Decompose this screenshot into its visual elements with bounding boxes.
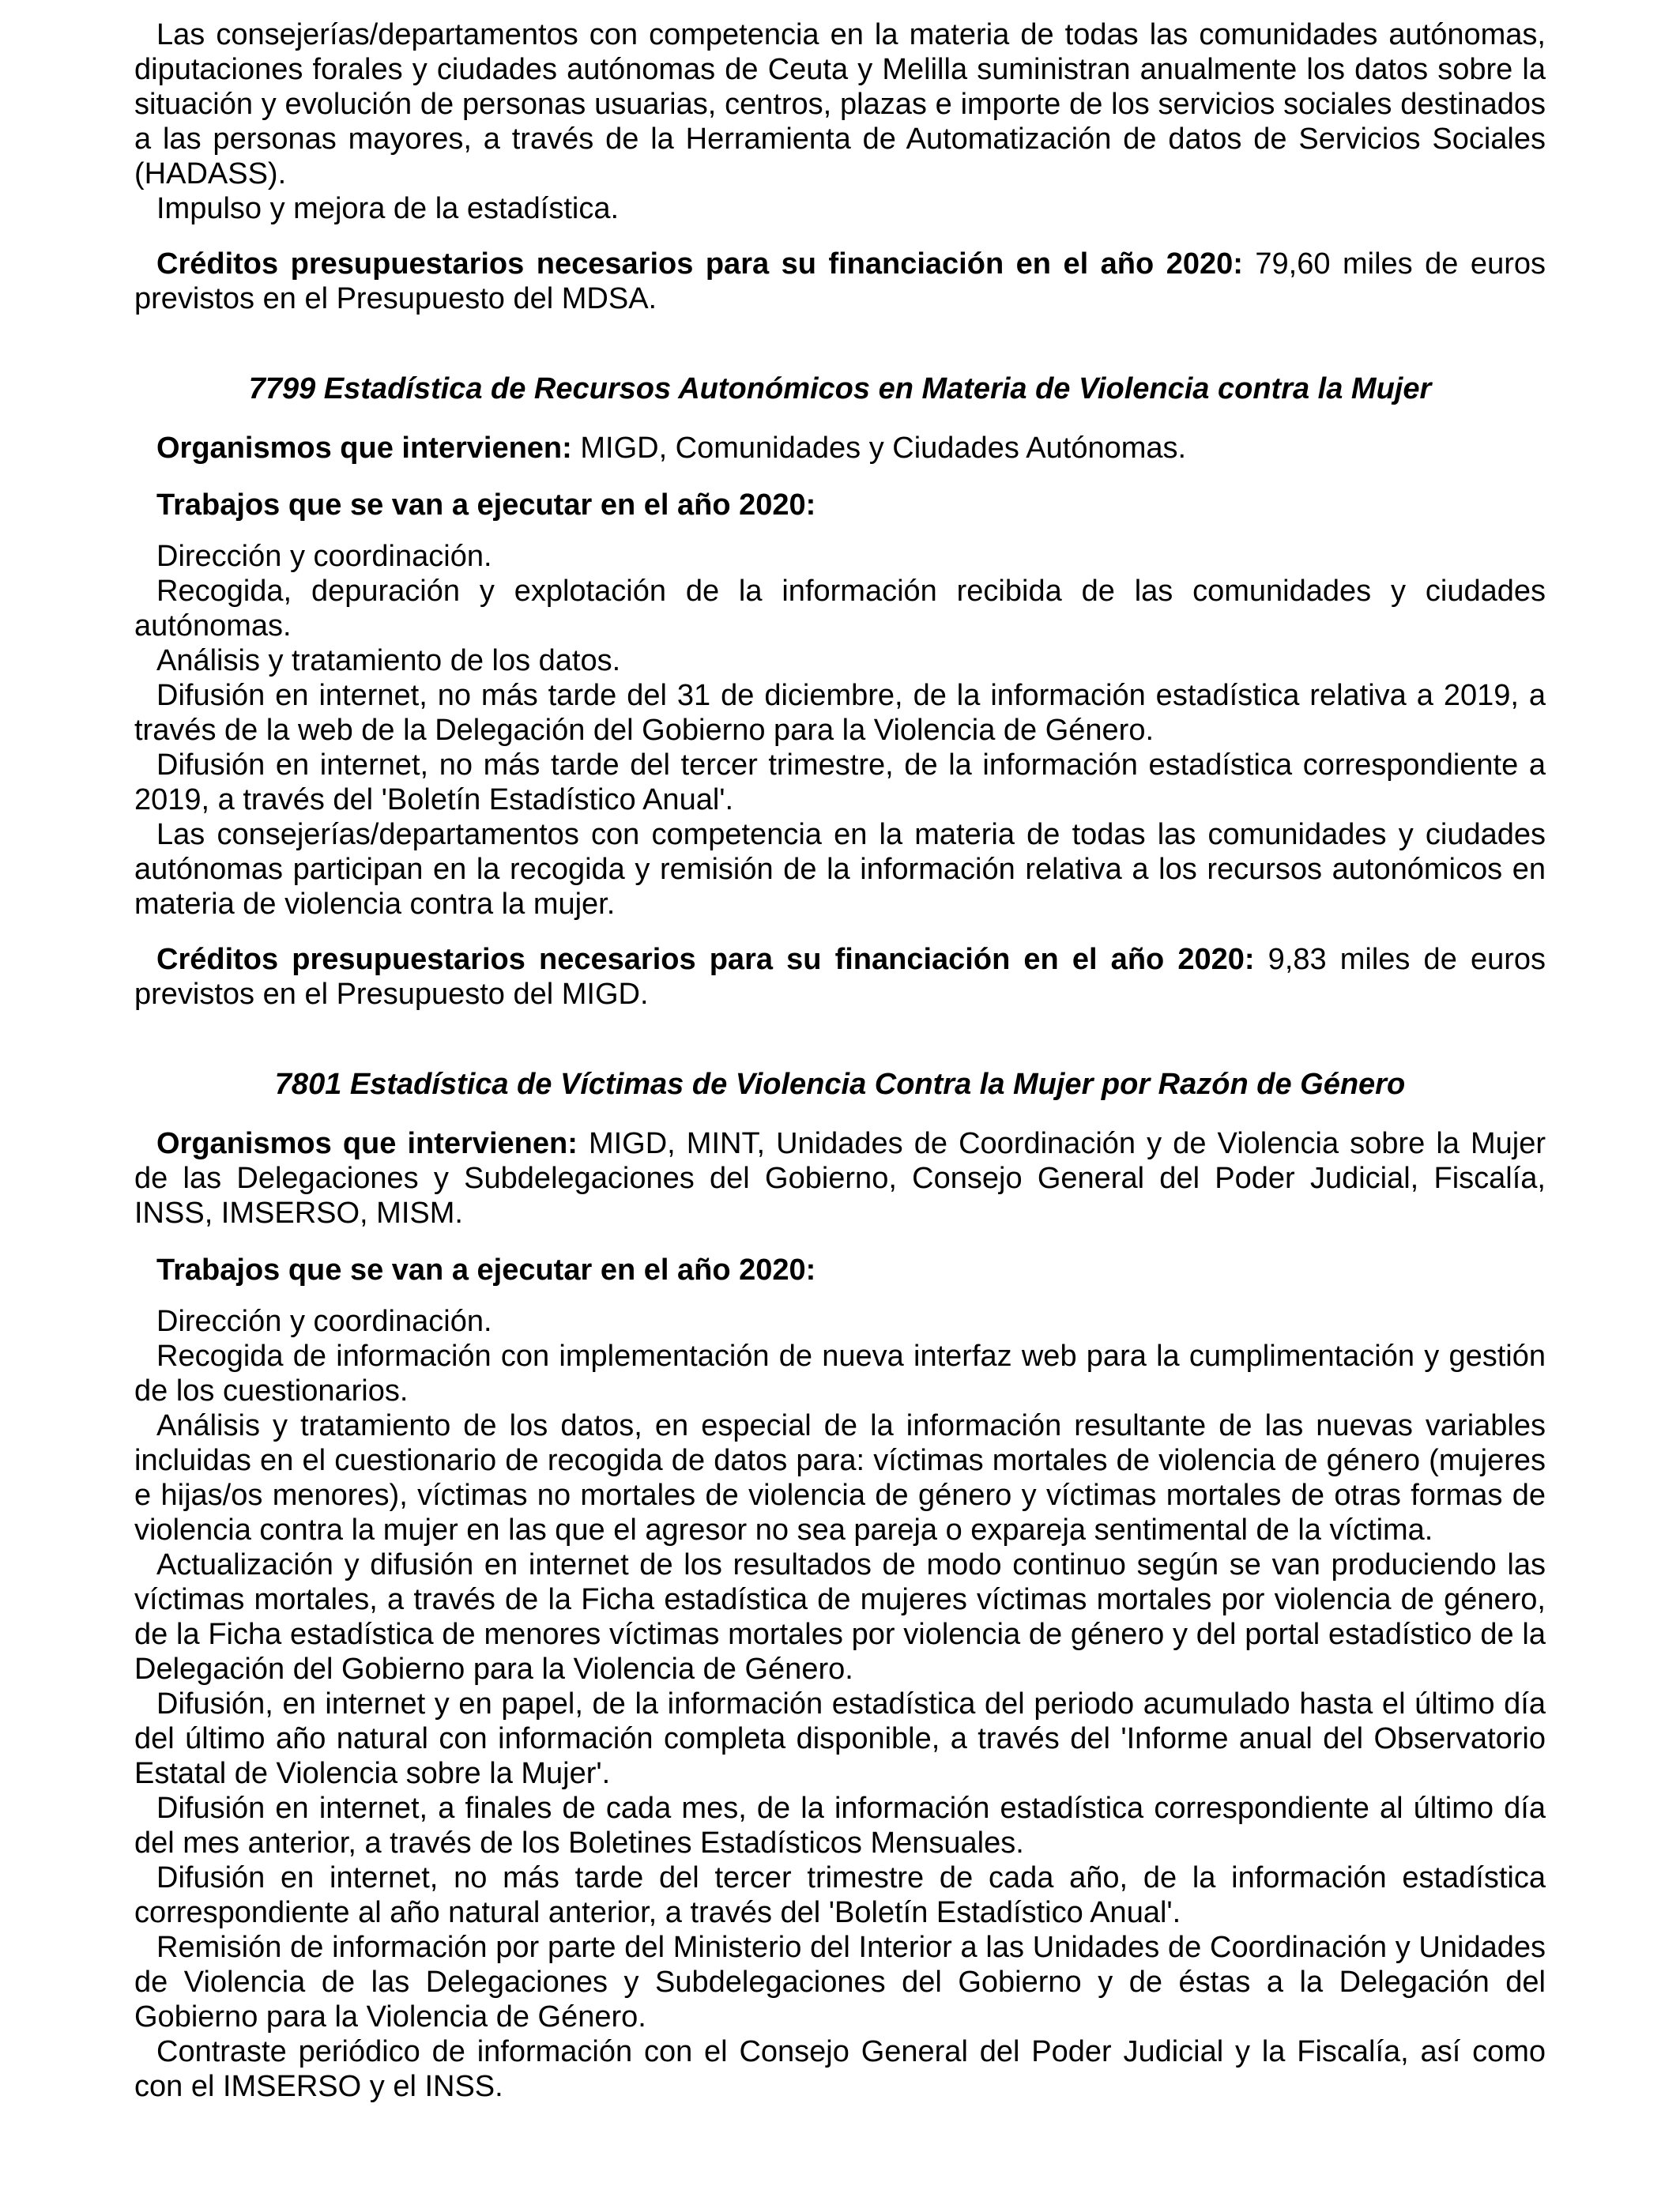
paragraph-difusion-trimestre-7799: Difusión en internet, no más tarde del tercer trimestre, de la información estadística correspondiente a 2019, a través del 'Boletín Estadístico Anual'. [134,748,1546,816]
organismos-7799-value: MIGD, Comunidades y Ciudades Autónomas. [571,432,1187,465]
paragraph-hadass: Las consejerías/departamentos con competencia en la materia de todas las comunidades autónomas, diputaciones forales y ciudades autónomas de Ceuta y Melilla suministran anualmente los datos sobre la situación y evolución de personas usuarias, centros, plazas e importe de los servicios sociales destinados a las personas mayores, a través de la Herramienta de Automatización de datos de Servicios Sociales (HADASS). [134,18,1546,190]
paragraph-creditos-mdsa [134,247,1546,316]
creditos-mdsa-value: 79,60 miles de euros previstos en el Presupuesto del MDSA. [134,247,1546,315]
paragraph-consejerias-7799: Las consejerías/departamentos con competencia en la materia de todas las comunidades y ciudades autónomas participan en la recogida y remisión de la información relativa a los recursos autonómicos en materia de violencia contra la mujer. [134,818,1546,921]
organismos-7801-label: Organismos que intervienen: [156,1127,578,1160]
subhead-trabajos-7799: Trabajos que se van a ejecutar en el año 2020: [156,488,816,522]
paragraph-difusion-diciembre-7799: Difusión en internet, no más tarde del 31 de diciembre, de la información estadística relativa a 2019, a través de la web de la Delegación del Gobierno para la Violencia de Género. [134,679,1546,747]
paragraph-actualizacion-7801: Actualización y difusión en internet de los resultados de modo continuo según se van produciendo las víctimas mortales, a través de la Ficha estadística de mujeres víctimas mortales por violencia de género, de la Ficha estadística de menores víctimas mortales por violencia de género y del portal estadístico de la Delegación del Gobierno para la Violencia de Género. [134,1548,1546,1686]
paragraph-direccion-7799: Dirección y coordinación. [156,540,492,573]
paragraph-creditos-migd [134,942,1546,1012]
heading-7801: 7801 Estadística de Víctimas de Violencia Contra la Mujer por Razón de Género [274,1068,1406,1101]
paragraph-recogida-7799: Recogida, depuración y explotación de la información recibida de las comunidades y ciudades autónomas. [134,575,1546,643]
paragraph-analisis-7799: Análisis y tratamiento de los datos. [156,644,621,677]
paragraph-direccion-7801: Dirección y coordinación. [156,1305,492,1338]
paragraph-organismos-7799 [134,431,1546,466]
organismos-7799-label: Organismos que intervienen: [156,432,572,465]
creditos-mdsa-label: Créditos presupuestarios necesarios para su financiación en el año 2020: [156,247,1243,281]
organismos-7801-value: MIGD, MINT, Unidades de Coordinación y de Violencia sobre la Mujer de las Delegaciones y Subdelegaciones del Gobierno, Consejo General del Poder Judicial, Fiscalía, INSS, IMSERSO, MISM. [134,1127,1546,1230]
paragraph-remision-7801: Remisión de información por parte del Ministerio del Interior a las Unidades de Coordinación y Unidades de Violencia de las Delegaciones y Subdelegaciones del Gobierno y de éstas a la Delegación del Gobierno para la Violencia de Género. [134,1931,1546,2034]
paragraph-recogida-7801: Recogida de información con implementación de nueva interfaz web para la cumplimentación y gestión de los cuestionarios. [134,1340,1546,1408]
creditos-migd-value: 9,83 miles de euros previstos en el Presupuesto del MIGD. [134,943,1546,1011]
subhead-trabajos-7801: Trabajos que se van a ejecutar en el año 2020: [156,1253,816,1287]
paragraph-analisis-7801: Análisis y tratamiento de los datos, en especial de la información resultante de las nuevas variables incluidas en el cuestionario de recogida de datos para: víctimas mortales de violencia de género (mujeres e hijas/os menores), víctimas no mortales de violencia de género y víctimas mortales de otras formas de violencia contra la mujer en las que el agresor no sea pareja o expareja sentimental de la víctima. [134,1409,1546,1547]
paragraph-difusion-papel-7801: Difusión, en internet y en papel, de la información estadística del periodo acumulado hasta el último día del último año natural con información completa disponible, a través del 'Informe anual del Observatorio Estatal de Violencia sobre la Mujer'. [134,1687,1546,1790]
creditos-migd-label: Créditos presupuestarios necesarios para su financiación en el año 2020: [156,943,1255,976]
heading-7799: 7799 Estadística de Recursos Autonómicos en Materia de Violencia contra la Mujer [248,372,1432,405]
paragraph-organismos-7801 [134,1126,1546,1231]
paragraph-contraste-7801: Contraste periódico de información con el Consejo General del Poder Judicial y la Fiscalía, así como con el IMSERSO y el INSS. [134,2035,1546,2103]
paragraph-impulso: Impulso y mejora de la estadística. [156,192,620,225]
paragraph-difusion-trimestre-7801: Difusión en internet, no más tarde del tercer trimestre de cada año, de la información estadística correspondiente al año natural anterior, a través del 'Boletín Estadístico Anual'. [134,1861,1546,1929]
paragraph-difusion-mensual-7801: Difusión en internet, a finales de cada mes, de la información estadística correspondiente al último día del mes anterior, a través de los Boletines Estadísticos Mensuales. [134,1792,1546,1860]
